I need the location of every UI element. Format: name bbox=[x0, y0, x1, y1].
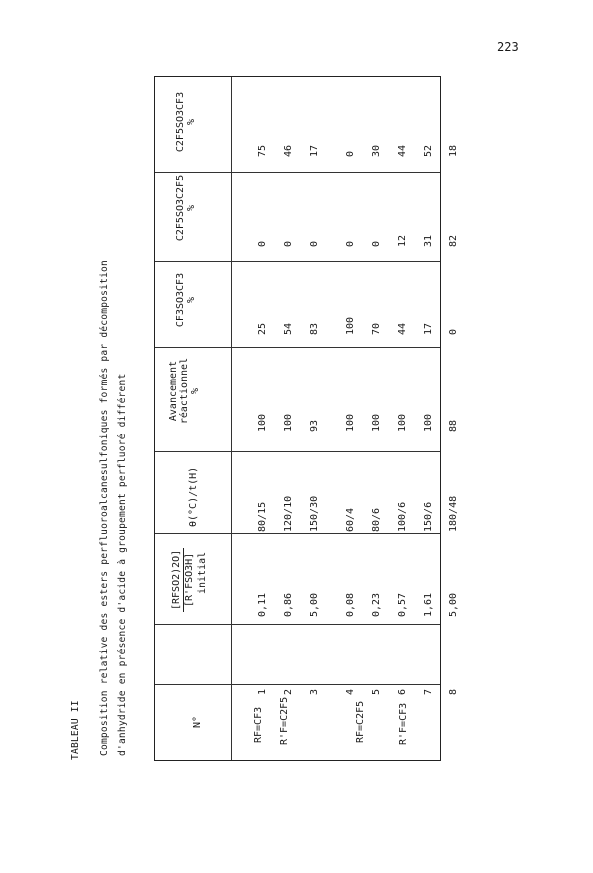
cell-c: 18 bbox=[448, 144, 459, 157]
cell-no: 8 bbox=[448, 688, 459, 695]
cell-av: 100 bbox=[257, 413, 268, 432]
group1-rf-label: RF=CF3 bbox=[253, 706, 264, 743]
cell-temp: 80/6 bbox=[371, 507, 382, 532]
cell-a: 44 bbox=[397, 322, 408, 335]
row-divider bbox=[155, 451, 440, 452]
cell-c: 17 bbox=[309, 144, 320, 157]
table-label: TABLEAU II bbox=[70, 700, 81, 760]
header-c2f5so3cf3-name: C2F5SO3CF3 bbox=[175, 91, 186, 153]
cell-b: 31 bbox=[423, 234, 434, 247]
cell-temp: 80/15 bbox=[257, 501, 268, 532]
header-divider bbox=[231, 77, 232, 760]
cell-no: 2 bbox=[283, 688, 294, 695]
header-avancement-unit: % bbox=[190, 387, 201, 395]
header-avancement-line1: Avancement bbox=[168, 360, 179, 422]
cell-b: 0 bbox=[257, 240, 268, 247]
header-ratio-denominator: [R'FSO3H] bbox=[184, 552, 195, 607]
header-c2f5so3c2f5-unit: % bbox=[186, 204, 197, 212]
cell-c: 75 bbox=[257, 144, 268, 157]
page-number: 223 bbox=[497, 40, 519, 54]
cell-av: 88 bbox=[448, 419, 459, 432]
cell-b: 0 bbox=[345, 240, 356, 247]
cell-a: 17 bbox=[423, 322, 434, 335]
header-c2f5so3cf3-unit: % bbox=[186, 118, 197, 126]
cell-ratio: 0,57 bbox=[397, 592, 408, 617]
cell-a: 25 bbox=[257, 322, 268, 335]
cell-no: 6 bbox=[397, 688, 408, 695]
cell-temp: 60/4 bbox=[345, 507, 356, 532]
cell-temp: 100/6 bbox=[397, 501, 408, 532]
group2-rf-label: RF=C2F5 bbox=[355, 700, 366, 743]
cell-ratio: 5,00 bbox=[448, 592, 459, 617]
header-ratio-numerator: [RFSO2)2O] bbox=[171, 549, 182, 610]
cell-b: 12 bbox=[397, 234, 408, 247]
caption-line-1: Composition relative des esters perfluoroalcanesulfoniques formés par décomposition bbox=[99, 259, 110, 756]
cell-no: 4 bbox=[345, 688, 356, 695]
header-temp-time: θ(°C)/t(H) bbox=[188, 466, 199, 527]
cell-no: 1 bbox=[257, 688, 268, 695]
cell-b: 0 bbox=[371, 240, 382, 247]
cell-av: 100 bbox=[283, 413, 294, 432]
cell-c: 30 bbox=[371, 144, 382, 157]
group1-rfp-label: R'F=C2F5 bbox=[279, 696, 290, 745]
cell-av: 100 bbox=[397, 413, 408, 432]
cell-av: 93 bbox=[309, 419, 320, 432]
header-avancement bbox=[168, 351, 201, 431]
cell-ratio: 5,00 bbox=[309, 592, 320, 617]
cell-a: 83 bbox=[309, 322, 320, 335]
header-ratio-initial: initial bbox=[197, 551, 208, 594]
cell-temp: 150/30 bbox=[309, 495, 320, 532]
cell-ratio: 0,86 bbox=[283, 592, 294, 617]
cell-av: 100 bbox=[371, 413, 382, 432]
cell-ratio: 0,11 bbox=[257, 592, 268, 617]
cell-b: 82 bbox=[448, 234, 459, 247]
ratio-fraction bbox=[171, 548, 196, 612]
header-cf3so3cf3 bbox=[175, 265, 197, 335]
cell-a: 0 bbox=[448, 328, 459, 335]
row-divider bbox=[155, 533, 440, 534]
cell-temp: 120/10 bbox=[283, 495, 294, 532]
cell-a: 70 bbox=[371, 322, 382, 335]
cell-c: 52 bbox=[423, 144, 434, 157]
group2-rfp-label: R'F=CF3 bbox=[398, 702, 409, 745]
cell-c: 0 bbox=[345, 150, 356, 157]
cell-c: 44 bbox=[397, 144, 408, 157]
cell-ratio: 0,08 bbox=[345, 592, 356, 617]
header-ratio bbox=[171, 522, 208, 612]
header-c2f5so3c2f5 bbox=[175, 169, 197, 247]
header-c2f5so3c2f5-name: C2F5SO3C2F5 bbox=[175, 174, 186, 242]
row-divider bbox=[155, 347, 440, 348]
data-table bbox=[154, 76, 459, 761]
row-divider bbox=[155, 684, 440, 685]
cell-temp: 150/6 bbox=[423, 501, 434, 532]
cell-ratio: 0,23 bbox=[371, 592, 382, 617]
cell-av: 100 bbox=[345, 413, 356, 432]
row-divider bbox=[155, 624, 440, 625]
cell-temp: 180/48 bbox=[448, 495, 459, 532]
caption-line-2: d'anhydride en présence d'acide à groupement perfluoré différent bbox=[117, 373, 128, 756]
cell-c: 46 bbox=[283, 144, 294, 157]
header-no: N° bbox=[192, 715, 203, 728]
header-avancement-line2: réactionnel bbox=[179, 357, 190, 425]
row-divider bbox=[155, 172, 440, 173]
cell-av: 100 bbox=[423, 413, 434, 432]
cell-no: 3 bbox=[309, 688, 320, 695]
header-cf3so3cf3-unit: % bbox=[186, 296, 197, 304]
cell-no: 7 bbox=[423, 688, 434, 695]
header-cf3so3cf3-name: CF3SO3CF3 bbox=[175, 272, 186, 328]
cell-b: 0 bbox=[309, 240, 320, 247]
cell-ratio: 1,61 bbox=[423, 592, 434, 617]
header-c2f5so3cf3 bbox=[175, 83, 197, 161]
cell-a: 54 bbox=[283, 322, 294, 335]
cell-a: 100 bbox=[345, 316, 356, 335]
cell-no: 5 bbox=[371, 688, 382, 695]
row-divider bbox=[155, 261, 440, 262]
cell-b: 0 bbox=[283, 240, 294, 247]
